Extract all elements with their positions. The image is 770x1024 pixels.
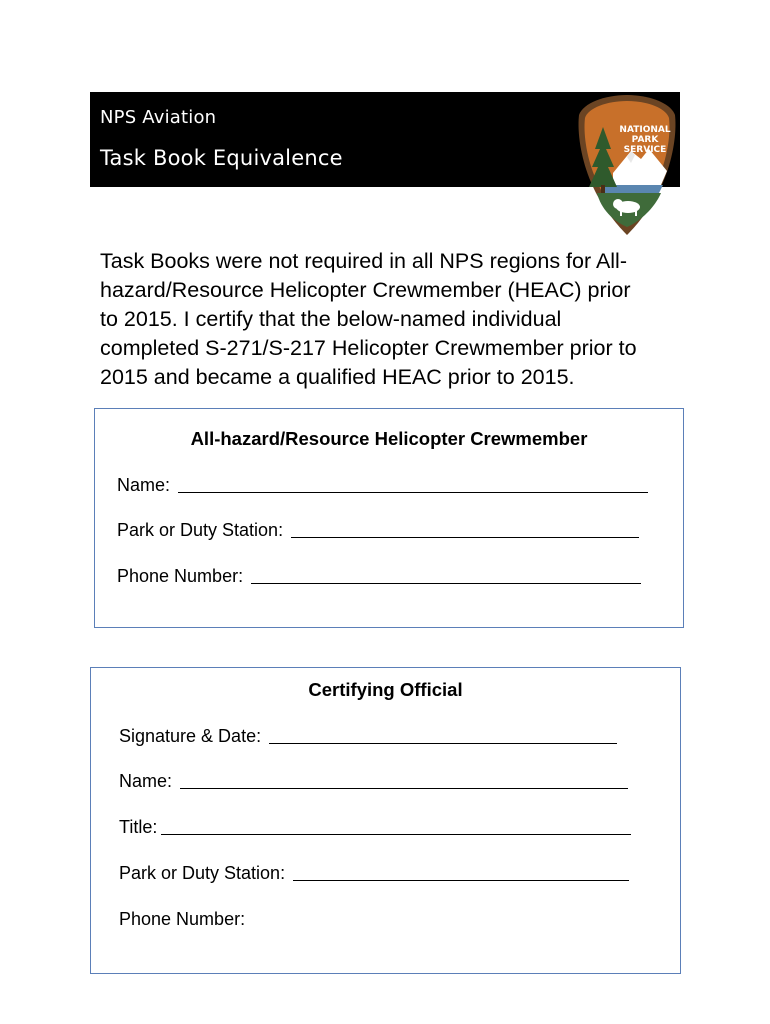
field-label: Name: — [117, 475, 171, 495]
field-label: Park or Duty Station: — [117, 520, 284, 540]
field-label: Name: — [119, 771, 173, 791]
intro-line: to 2015. I certify that the below-named individual — [100, 307, 562, 331]
certifying-official-box — [90, 667, 681, 974]
official-title-field — [119, 817, 631, 838]
field-label: Title: — [119, 817, 158, 837]
nps-arrowhead-logo-icon — [575, 93, 679, 237]
field-label: Phone Number: — [119, 909, 246, 929]
page-title: Task Book Equivalence — [100, 146, 343, 170]
field-label: Phone Number: — [117, 566, 244, 586]
crewmember-station-field — [117, 520, 639, 541]
crewmember-box — [94, 408, 684, 628]
header-org: NPS Aviation — [100, 107, 217, 128]
intro-line: completed S-271/S-217 Helicopter Crewmember prior to — [100, 336, 637, 360]
official-title-line[interactable] — [161, 834, 631, 835]
intro-line: 2015 and became a qualified HEAC prior to 2015. — [100, 365, 575, 389]
official-name-field — [119, 771, 628, 792]
official-station-field — [119, 863, 629, 884]
certifying-official-title: Certifying Official — [308, 679, 463, 700]
intro-line: hazard/Resource Helicopter Crewmember (HEAC) prior — [100, 278, 631, 302]
official-phone-field — [119, 909, 245, 930]
crewmember-phone-field — [117, 566, 641, 587]
logo-text-line: SERVICE — [623, 145, 667, 155]
intro-paragraph — [100, 247, 680, 392]
field-label: Signature & Date: — [119, 726, 262, 746]
official-signature-line[interactable] — [269, 743, 617, 744]
crewmember-station-line[interactable] — [291, 537, 639, 538]
field-label: Park or Duty Station: — [119, 863, 286, 883]
crewmember-name-field — [117, 475, 648, 496]
crewmember-box-title: All-hazard/Resource Helicopter Crewmember — [190, 428, 588, 449]
official-signature-field — [119, 726, 617, 747]
logo-text-line: NATIONAL — [619, 125, 671, 135]
intro-line: Task Books were not required in all NPS regions for All- — [100, 249, 627, 273]
official-station-line[interactable] — [293, 880, 629, 881]
logo-text-line: PARK — [631, 135, 659, 145]
crewmember-name-line[interactable] — [178, 492, 648, 493]
crewmember-phone-line[interactable] — [251, 583, 641, 584]
official-name-line[interactable] — [180, 788, 628, 789]
